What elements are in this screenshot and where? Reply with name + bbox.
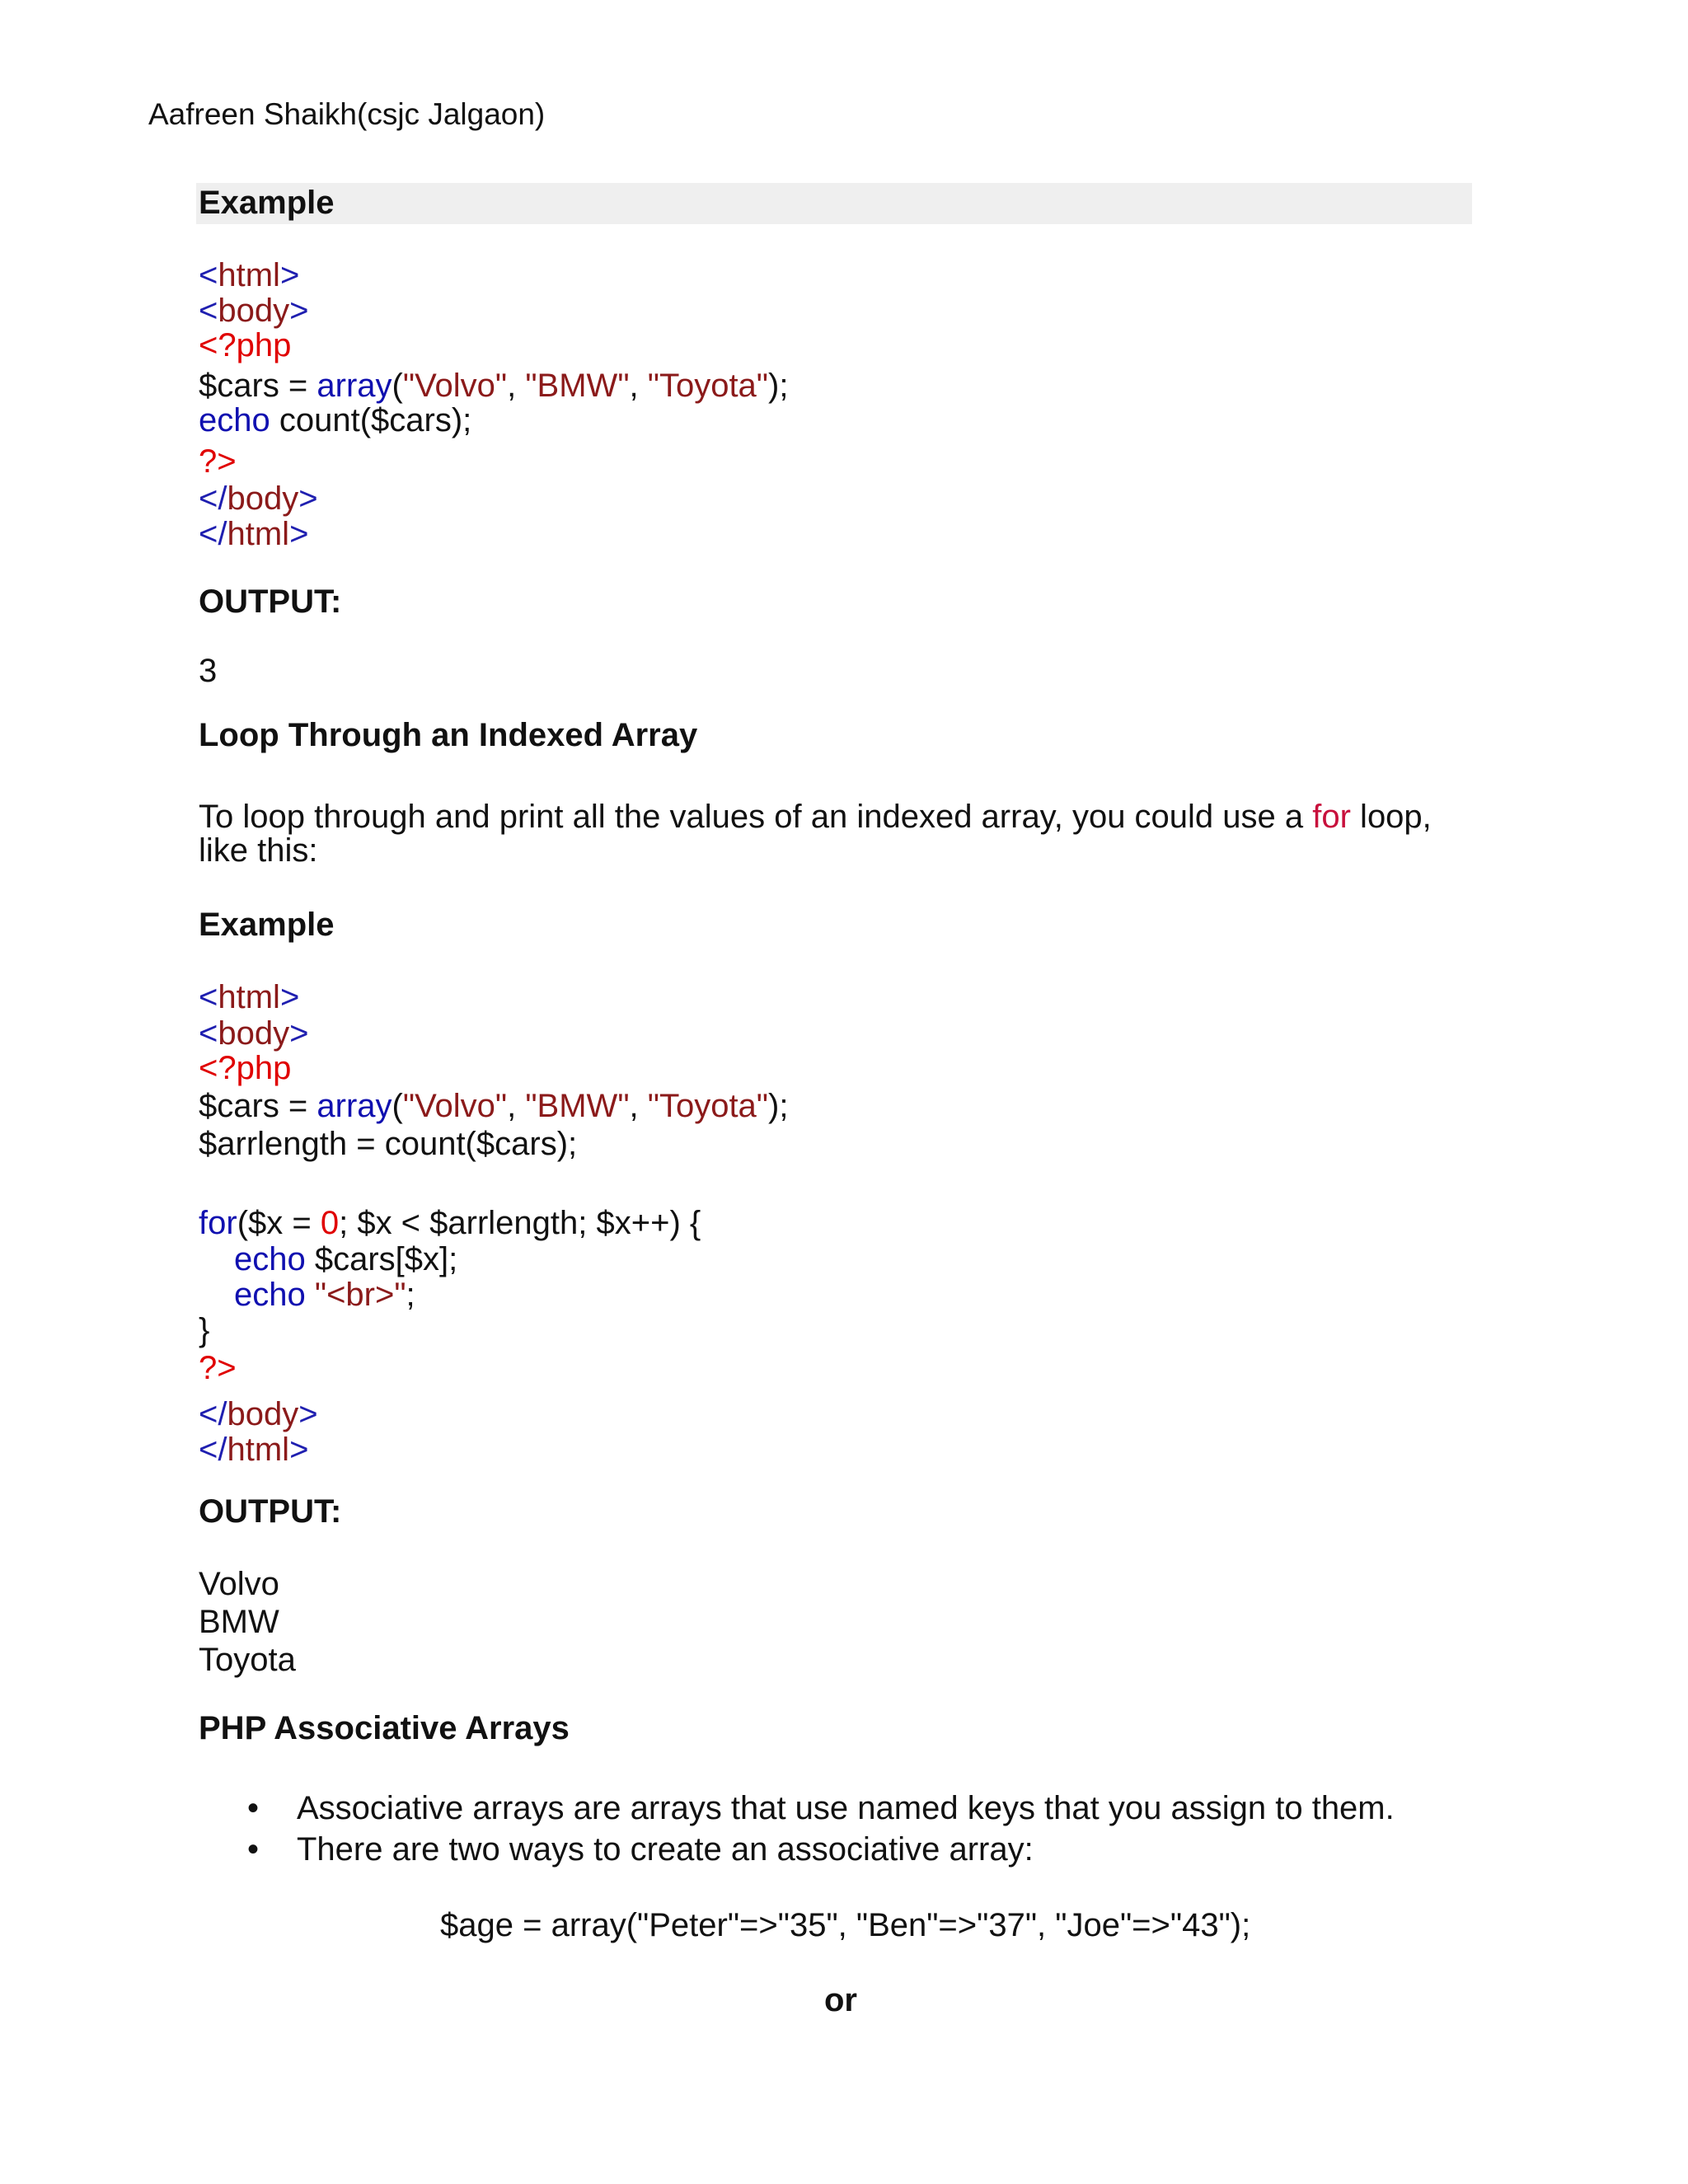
code-line-age-array: $age = array("Peter"=>"35", "Ben"=>"37", "Joe"=>"43"); bbox=[440, 1907, 1251, 1943]
code-punct: ( bbox=[392, 368, 403, 404]
code-punct: ( bbox=[392, 1088, 403, 1124]
tag-bracket: </ bbox=[199, 480, 227, 517]
tag-bracket: > bbox=[289, 516, 309, 552]
code-punct: , bbox=[629, 1088, 648, 1124]
tag-bracket: </ bbox=[199, 516, 227, 552]
tag-bracket: > bbox=[289, 1432, 309, 1468]
code-string-toyota: "Toyota" bbox=[647, 368, 768, 404]
tag-bracket: </ bbox=[199, 1432, 227, 1468]
code-string-br: "<br>" bbox=[305, 1277, 406, 1313]
code-line-brace-close: } bbox=[199, 1312, 210, 1348]
code-keyword-echo: echo bbox=[234, 1277, 306, 1313]
code-line-body-open bbox=[199, 293, 308, 330]
tag-bracket: > bbox=[298, 1396, 318, 1432]
code-punct: , bbox=[629, 368, 648, 404]
code-punct: , bbox=[507, 1088, 526, 1124]
code-number-zero: 0 bbox=[320, 1205, 340, 1241]
code-punct: ); bbox=[768, 1088, 789, 1124]
bullet-marker: • bbox=[247, 1831, 260, 1868]
output-label: OUTPUT: bbox=[199, 1493, 342, 1530]
tag-bracket: > bbox=[289, 293, 309, 329]
code-line-html-open bbox=[199, 979, 299, 1016]
tag-bracket: </ bbox=[199, 1396, 227, 1432]
code-line-echo-count bbox=[199, 402, 471, 439]
code-punct: ; bbox=[406, 1277, 415, 1313]
code-line-php-close: ?> bbox=[199, 1350, 237, 1386]
code-var: $cars = bbox=[199, 1088, 317, 1124]
tag-name: body bbox=[227, 1396, 299, 1432]
code-expr: count($cars); bbox=[270, 402, 472, 438]
bullet-marker: • bbox=[247, 1790, 260, 1826]
inline-code-for: for bbox=[1312, 799, 1351, 835]
code-punct: , bbox=[507, 368, 526, 404]
tag-bracket: < bbox=[199, 257, 218, 293]
code-line-body-close bbox=[199, 480, 318, 518]
page-header-author: Aafreen Shaikh(csjc Jalgaon) bbox=[148, 97, 546, 131]
tag-name: html bbox=[227, 516, 290, 552]
tag-bracket: > bbox=[289, 1015, 309, 1052]
code-line-html-close bbox=[199, 1432, 308, 1469]
code-var: $cars = bbox=[199, 368, 317, 404]
section-heading-assoc: PHP Associative Arrays bbox=[199, 1710, 570, 1746]
code-string-bmw: "BMW" bbox=[525, 1088, 630, 1124]
tag-name: html bbox=[218, 979, 280, 1015]
tag-bracket: < bbox=[199, 1015, 218, 1052]
code-line-cars-array bbox=[199, 368, 788, 405]
code-line-html-open bbox=[199, 257, 299, 294]
output-value-volvo: Volvo bbox=[199, 1566, 279, 1602]
code-keyword-echo: echo bbox=[199, 402, 270, 438]
code-string-bmw: "BMW" bbox=[525, 368, 630, 404]
code-keyword-for: for bbox=[199, 1205, 237, 1241]
tag-name: body bbox=[218, 293, 290, 329]
code-expr: $cars[$x]; bbox=[305, 1241, 458, 1277]
example-heading-band bbox=[196, 183, 1472, 224]
code-keyword-array: array bbox=[316, 1088, 392, 1124]
code-line-body-open bbox=[199, 1015, 308, 1052]
bullet-item: There are two ways to create an associative array: bbox=[297, 1831, 1034, 1868]
output-value: 3 bbox=[199, 653, 218, 689]
code-keyword-echo: echo bbox=[234, 1241, 306, 1277]
tag-bracket: > bbox=[279, 979, 300, 1015]
output-value-toyota: Toyota bbox=[199, 1642, 296, 1678]
or-separator: or bbox=[824, 1982, 857, 2018]
code-line-echo-cars bbox=[234, 1241, 457, 1278]
code-line-arrlength: $arrlength = count($cars); bbox=[199, 1126, 578, 1162]
paragraph-loop-line1 bbox=[199, 799, 1432, 836]
bullet-item: Associative arrays are arrays that use named keys that you assign to them. bbox=[297, 1790, 1395, 1826]
code-expr: ; $x < $arrlength; $x++) { bbox=[339, 1205, 701, 1241]
tag-name: body bbox=[218, 1015, 290, 1052]
tag-name: html bbox=[227, 1432, 290, 1468]
code-line-for bbox=[199, 1205, 701, 1242]
output-value-bmw: BMW bbox=[199, 1604, 279, 1640]
tag-bracket: < bbox=[199, 979, 218, 1015]
code-line-html-close bbox=[199, 516, 308, 553]
tag-name: html bbox=[218, 257, 280, 293]
code-line-php-open: <?php bbox=[199, 327, 292, 363]
paragraph-text: To loop through and print all the values of an indexed array, you could use a bbox=[199, 799, 1313, 835]
code-line-cars-array bbox=[199, 1088, 788, 1125]
tag-bracket: < bbox=[199, 293, 218, 329]
code-keyword-array: array bbox=[316, 368, 392, 404]
example-heading: Example bbox=[199, 185, 335, 221]
tag-bracket: > bbox=[298, 480, 318, 517]
paragraph-loop-line2: like this: bbox=[199, 832, 318, 869]
code-line-echo-br bbox=[234, 1277, 415, 1314]
tag-bracket: > bbox=[279, 257, 300, 293]
output-label: OUTPUT: bbox=[199, 583, 342, 620]
code-line-body-close bbox=[199, 1396, 318, 1433]
code-expr: ($x = bbox=[237, 1205, 321, 1241]
paragraph-text: loop, bbox=[1350, 799, 1432, 835]
example-heading: Example bbox=[199, 907, 335, 943]
section-heading-loop: Loop Through an Indexed Array bbox=[199, 717, 698, 753]
code-string-toyota: "Toyota" bbox=[647, 1088, 768, 1124]
code-line-php-open: <?php bbox=[199, 1050, 292, 1086]
code-string-volvo: "Volvo" bbox=[402, 1088, 508, 1124]
code-string-volvo: "Volvo" bbox=[402, 368, 508, 404]
code-punct: ); bbox=[768, 368, 789, 404]
code-line-php-close: ?> bbox=[199, 443, 237, 480]
tag-name: body bbox=[227, 480, 299, 517]
